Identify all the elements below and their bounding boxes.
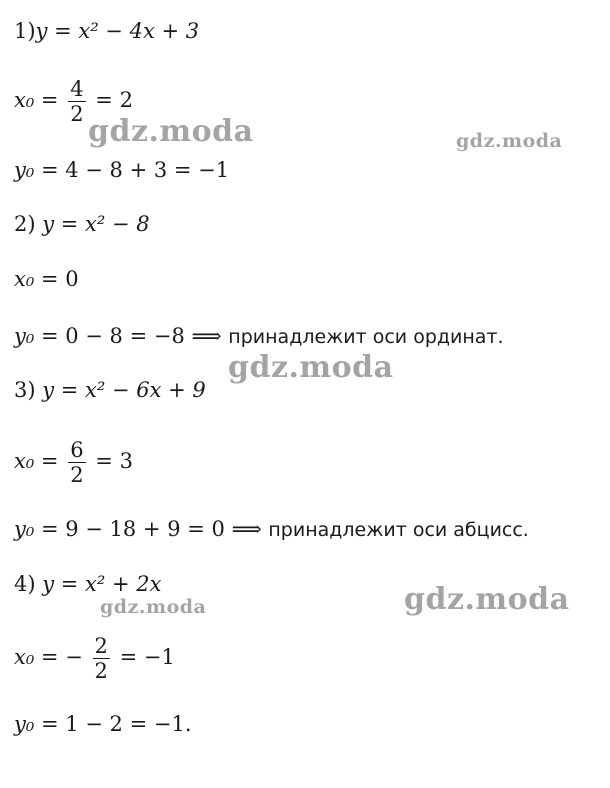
watermark-4: gdz.moda: [404, 582, 570, 617]
problem-2-x0: [14, 266, 79, 292]
problem-1-number: 1): [14, 19, 36, 43]
problem-1-function: [14, 18, 199, 44]
problem-4-y0-lhs: y₀ =: [14, 712, 59, 736]
problem-4-y0: [14, 711, 192, 737]
problem-4-x0-result: = −1: [119, 645, 175, 669]
problem-3-y0-expr: 9 − 18 + 9 = 0 ⟹: [65, 517, 262, 541]
problem-2-x0-expr: 0: [65, 267, 79, 291]
problem-2-function-text: y = x² − 8: [42, 212, 150, 236]
problem-3-y0-lhs: y₀ =: [14, 517, 59, 541]
problem-3-function: [14, 377, 206, 403]
problem-2-number: 2): [14, 212, 36, 236]
problem-3-y0: [14, 516, 529, 543]
problem-4-x0-sign: −: [65, 645, 83, 669]
problem-4-fraction-numerator: 2: [94, 634, 108, 658]
problem-4-function-text: y = x² + 2x: [42, 572, 162, 596]
problem-2-y0-lhs: y₀ =: [14, 324, 59, 348]
problem-4-x0: [14, 634, 175, 683]
problem-1-y0: [14, 157, 229, 183]
problem-3-x0-result: = 3: [95, 449, 133, 473]
problem-2-y0: [14, 323, 504, 350]
problem-1-fraction: [68, 77, 85, 126]
problem-4-y0-expr: 1 − 2 = −1.: [65, 712, 192, 736]
watermark-3: gdz.moda: [228, 350, 394, 385]
watermark-2: gdz.moda: [456, 130, 563, 152]
problem-4-number: 4): [14, 572, 36, 596]
problem-1-x0-result: = 2: [95, 88, 133, 112]
problem-2-function: [14, 211, 150, 237]
problem-4-fraction: [93, 634, 110, 683]
problem-3-fraction-numerator: 6: [70, 438, 84, 462]
problem-4-fraction-denominator: 2: [94, 659, 108, 683]
problem-3-x0-lhs: x₀ =: [14, 449, 59, 473]
problem-3-function-text: y = x² − 6x + 9: [42, 378, 206, 402]
problem-1-fraction-denominator: 2: [70, 102, 84, 126]
problem-2-y0-note: принадлежит оси ординат.: [228, 326, 504, 348]
problem-4-x0-lhs: x₀ =: [14, 645, 59, 669]
problem-3-number: 3): [14, 378, 36, 402]
problem-3-fraction-denominator: 2: [70, 463, 84, 487]
problem-3-y0-note: принадлежит оси абцисс.: [268, 519, 529, 541]
watermark-1: gdz.moda: [88, 114, 254, 149]
problem-1-y0-lhs: y₀ =: [14, 158, 59, 182]
problem-4-function: [14, 571, 161, 597]
problem-1-y0-expr: 4 − 8 + 3 = −1: [65, 158, 230, 182]
problem-1-fraction-numerator: 4: [70, 77, 84, 101]
problem-2-x0-lhs: x₀ =: [14, 267, 59, 291]
problem-1-function-text: y = x² − 4x + 3: [35, 19, 200, 43]
problem-3-fraction: [68, 438, 85, 487]
problem-3-x0: [14, 438, 133, 487]
problem-2-y0-expr: 0 − 8 = −8 ⟹: [65, 324, 222, 348]
watermark-5: gdz.moda: [100, 596, 207, 618]
problem-1-x0-lhs: x₀ =: [14, 88, 59, 112]
